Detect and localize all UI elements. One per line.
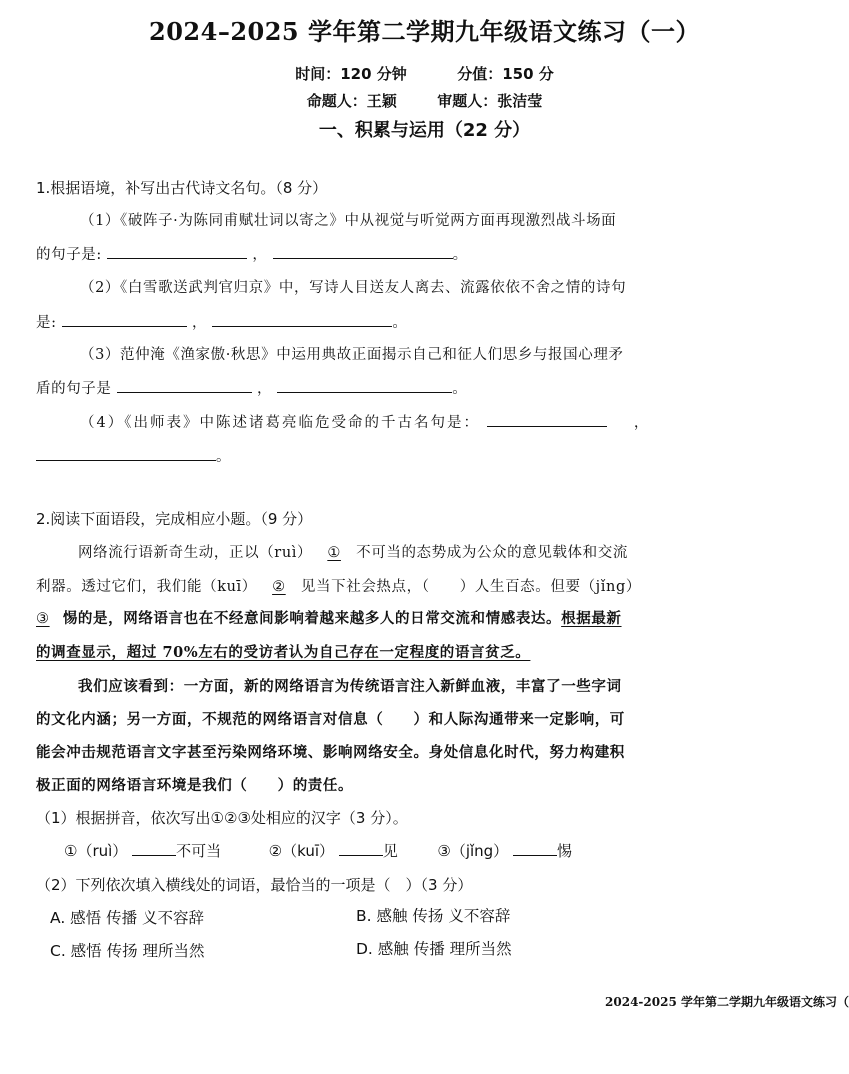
q1-stem: 1.根据语境，补写出古代诗文名句。（8 分）	[36, 179, 328, 197]
text: 见当下社会热点，（ ）人生百态。但要（jǐng）	[300, 579, 641, 595]
q1-item2-line2	[36, 311, 407, 332]
answer-2-label: ②（kuī）	[268, 842, 335, 860]
answer-3-blank[interactable]	[513, 841, 557, 856]
q1-item2-lead: 是:	[36, 315, 57, 331]
q2-para1-line3	[36, 607, 622, 628]
q1-item2-blank-2[interactable]	[212, 312, 392, 327]
option-c[interactable]: C. 感悟 传扬 理所当然	[50, 942, 205, 960]
q2-para1-line1	[78, 541, 628, 562]
answer-3-suffix: 惕	[556, 842, 572, 860]
period: 。	[216, 449, 232, 465]
q1-item3-line1: （3）范仲淹《渔家傲·秋思》中运用典故正面揭示自己和征人们思乡与报国心理矛	[80, 347, 624, 363]
q1-item1-line2	[36, 243, 468, 264]
q1-item1-blank-1[interactable]	[107, 244, 247, 259]
q2-para2-line1: 我们应该看到：一方面，新的网络语言为传统语言注入新鲜血液，丰富了一些字词	[78, 678, 622, 695]
q1-item4-line2	[36, 445, 231, 466]
blank-1[interactable]: ①	[327, 545, 341, 561]
q2-para1-line2	[36, 575, 641, 596]
page-footer: 2024-2025 学年第二学期九年级语文练习（	[605, 995, 849, 1009]
exam-score: 分值：150 分	[457, 65, 554, 83]
q1-item4-lead: （4）《出师表》中陈述诸葛亮临危受命的千古名句是：	[80, 415, 480, 431]
answer-3-label: ③（jǐng）	[437, 842, 509, 860]
answer-1-label: ①（ruì）	[64, 842, 128, 860]
q1-item4-line1	[80, 411, 650, 432]
q2-para2-line4: 极正面的网络语言环境是我们（ ）的责任。	[36, 777, 354, 794]
exam-reviewer: 审题人：张洁莹	[437, 92, 543, 110]
q2-sub1-answers	[64, 840, 572, 861]
q2-stem: 2.阅读下面语段，完成相应小题。（9 分）	[36, 510, 313, 528]
q1-item2-blank-1[interactable]	[62, 312, 187, 327]
q2-para2-line2: 的文化内涵；另一方面，不规范的网络语言对信息（ ）和人际沟通带来一定影响，可	[36, 711, 625, 728]
exam-setter: 命题人：王颖	[306, 92, 397, 110]
comma: ，	[256, 381, 273, 397]
period: 。	[452, 247, 468, 263]
q1-item3-blank-1[interactable]	[117, 378, 252, 393]
q1-item1-line1: （1）《破阵子·为陈同甫赋壮词以寄之》中从视觉与听觉两方面再现激烈战斗场面	[80, 213, 617, 229]
q1-item3-lead: 盾的句子是	[36, 381, 112, 397]
period: 。	[452, 381, 468, 397]
q1-item1-blank-2[interactable]	[273, 244, 453, 259]
underlined-text: 根据最新	[561, 610, 622, 627]
answer-1-suffix: 不可当	[176, 842, 222, 860]
option-b[interactable]: B. 感触 传扬 义不容辞	[356, 907, 511, 925]
exam-title: 2024–2025 学年第二学期九年级语文练习（一）	[149, 17, 700, 46]
exam-meta-row-1	[0, 63, 849, 84]
q2-para2-line3: 能会冲击规范语言文字甚至污染网络环境、影响网络安全。身处信息化时代，努力构建积	[36, 744, 625, 761]
option-d[interactable]: D. 感触 传播 理所当然	[356, 940, 512, 958]
answer-1-blank[interactable]	[132, 841, 176, 856]
q1-item3-blank-2[interactable]	[277, 378, 452, 393]
section-heading: 一、积累与运用（22 分）	[318, 120, 531, 141]
text: 利器。透过它们，我们能（kuī）	[36, 579, 257, 595]
period: 。	[392, 315, 408, 331]
comma: ，	[252, 247, 268, 263]
comma: ，	[192, 315, 208, 331]
q2-sub1-stem: （1）根据拼音，依次写出①②③处相应的汉字（3 分）。	[36, 809, 408, 827]
answer-2-blank[interactable]	[339, 841, 383, 856]
q1-item4-blank-2[interactable]	[36, 446, 216, 461]
q2-para1-line4: 的调查显示，超过 70%左右的受访者认为自己存在一定程度的语言贫乏。	[36, 644, 531, 661]
q1-item1-lead: 的句子是:	[36, 247, 102, 263]
text: 不可当的态势成为公众的意见载体和交流	[356, 545, 628, 561]
exam-meta-row-2	[0, 90, 849, 111]
q1-item3-line2	[36, 377, 467, 398]
blank-3[interactable]: ③	[36, 611, 50, 627]
exam-time: 时间：120 分钟	[295, 65, 407, 83]
blank-2[interactable]: ②	[272, 579, 286, 595]
q1-item2-line1: （2）《白雪歌送武判官归京》中，写诗人目送友人离去、流露依依不舍之情的诗句	[80, 280, 627, 296]
text: 惕的是，网络语言也在不经意间影响着越来越多人的日常交流和情感表达。	[62, 610, 562, 627]
q2-sub2-stem: （2）下列依次填入横线处的词语，最恰当的一项是（ ）（3 分）	[36, 876, 473, 894]
q1-item4-blank-1[interactable]	[487, 412, 607, 427]
text: 网络流行语新奇生动，正以（ruì）	[78, 545, 313, 561]
answer-2-suffix: 见	[382, 842, 398, 860]
comma: ，	[633, 415, 651, 431]
option-a[interactable]: A. 感悟 传播 义不容辞	[50, 909, 205, 927]
